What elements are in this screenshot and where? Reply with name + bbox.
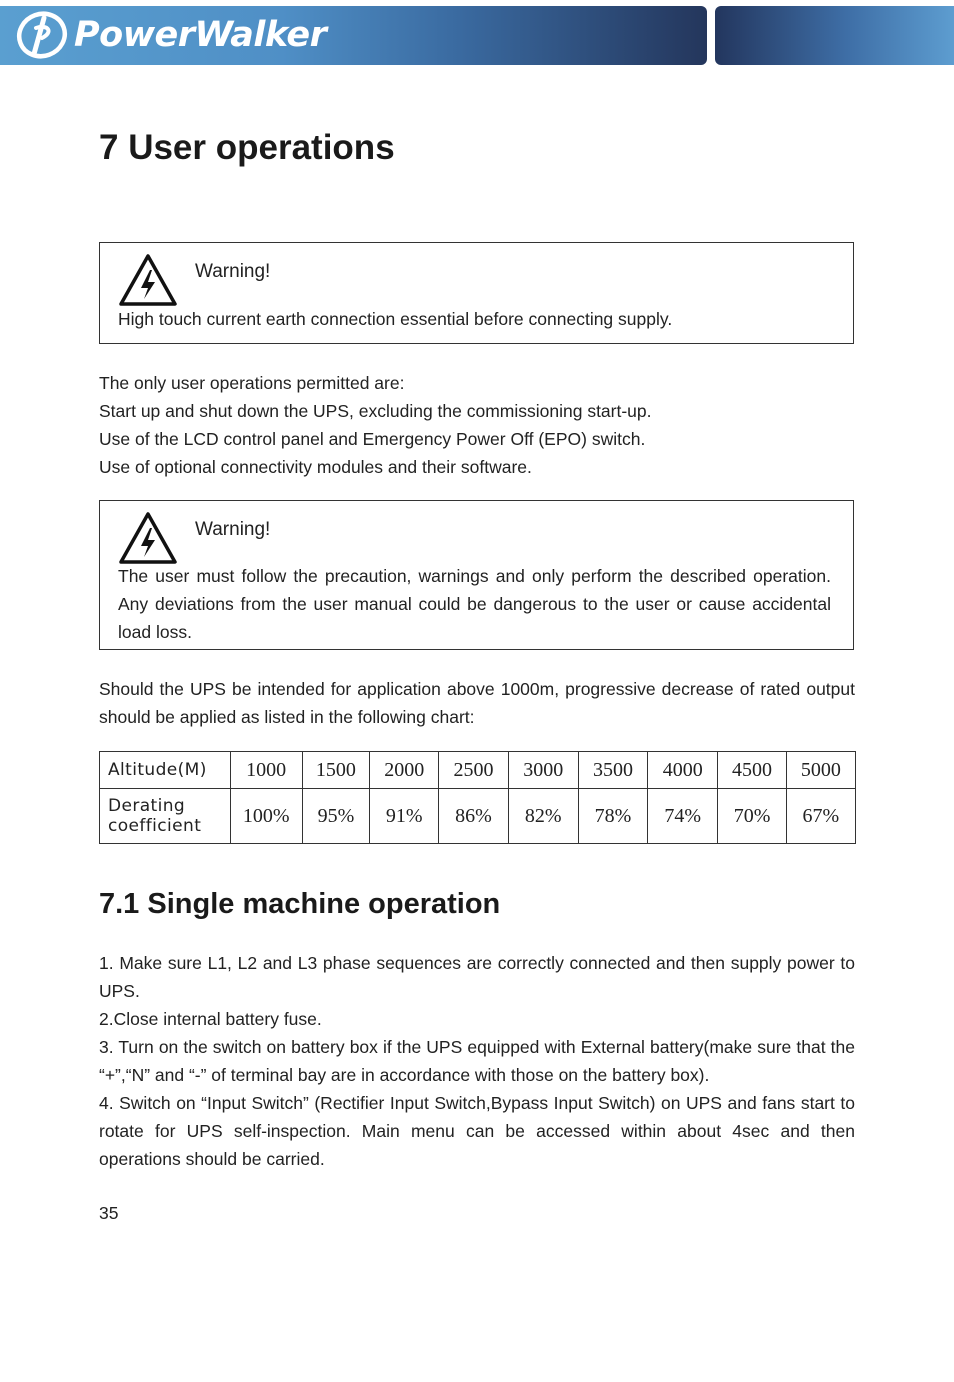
coefficient-cell: 95% [302,789,369,844]
coefficient-cell: 82% [508,789,578,844]
warning-title: Warning! [195,519,271,540]
table-row-label [100,789,231,844]
altitude-cell: 1500 [302,752,369,789]
intro-line: Use of the LCD control panel and Emergency Power Off (EPO) switch. [99,429,646,449]
warning-title: Warning! [195,261,271,282]
derating-table [99,751,856,844]
table-row-label: Altitude(M) [100,752,231,789]
header-band-right [715,6,954,65]
page-header [0,6,954,65]
altitude-cell: 1000 [230,752,302,789]
warning-text: The user must follow the precaution, warnings and only perform the described operation. Any deviations from the user manual could be dangerous to the user or cause accidental load loss. [118,566,831,642]
altitude-cell: 4500 [718,752,786,789]
label-line: coefficient [108,816,202,836]
high-voltage-warning-icon [118,511,178,565]
page-number: 35 [99,1203,119,1223]
altitude-cell: 3500 [578,752,647,789]
table-row [100,789,856,844]
altitude-note: Should the UPS be intended for application above 1000m, progressive decrease of rated output should be applied as listed in the following chart: [99,679,855,727]
warning-box-earth [99,242,854,344]
section-title: 7.1 Single machine operation [99,888,501,920]
brand-logo [14,8,326,62]
permitted-operations [99,369,855,481]
powerwalker-logo-icon [14,10,70,60]
warning-box-precaution [99,500,854,650]
coefficient-cell: 70% [718,789,786,844]
coefficient-cell: 100% [230,789,302,844]
altitude-cell: 5000 [786,752,855,789]
altitude-cell: 2000 [370,752,439,789]
coefficient-cell: 74% [648,789,718,844]
table-row [100,752,856,789]
altitude-cell: 2500 [439,752,508,789]
operation-steps [99,949,855,1173]
coefficient-cell: 67% [786,789,855,844]
coefficient-cell: 86% [439,789,508,844]
intro-line: The only user operations permitted are: [99,373,405,393]
altitude-cell: 3000 [508,752,578,789]
intro-line: Use of optional connectivity modules and their software. [99,457,532,477]
altitude-cell: 4000 [648,752,718,789]
step-item: 3. Turn on the switch on battery box if the UPS equipped with External battery(make sure that the “+”,“N” and “-” of terminal bay are in accordance with those on the battery box). [99,1037,855,1085]
warning-text: High touch current earth connection essential before connecting supply. [118,309,673,329]
coefficient-cell: 91% [370,789,439,844]
page-title: 7 User operations [99,128,395,167]
coefficient-cell: 78% [578,789,647,844]
step-item: 2.Close internal battery fuse. [99,1009,322,1029]
label-line: Derating [108,796,186,816]
step-item: 1. Make sure L1, L2 and L3 phase sequences are correctly connected and then supply power to UPS. [99,953,855,1001]
step-item: 4. Switch on “Input Switch” (Rectifier Input Switch,Bypass Input Switch) on UPS and fans start to rotate for UPS self-inspection. Main menu can be accessed within about 4sec and then operations should be carried. [99,1093,855,1169]
high-voltage-warning-icon [118,253,178,307]
brand-name: PowerWalker [74,15,327,55]
intro-line: Start up and shut down the UPS, excluding the commissioning start-up. [99,401,652,421]
